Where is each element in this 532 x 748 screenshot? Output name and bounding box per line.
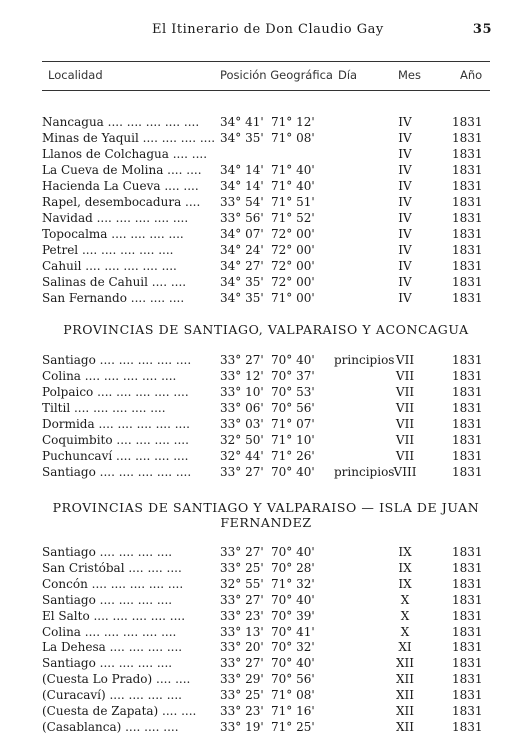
localidad-cell: Rapel, desembocadura ....: [42, 195, 201, 209]
latitude-cell: 32° 50': [220, 433, 264, 447]
table-row: [0, 464, 532, 480]
localidad-cell: (Cuesta de Zapata) .... ....: [42, 704, 197, 718]
mes-cell: VII: [395, 433, 415, 447]
ano-cell: 1831: [452, 624, 483, 639]
table-row: [0, 400, 532, 416]
table-header-rule: [42, 90, 490, 91]
localidad-cell: Minas de Yaquil .... .... .... ....: [42, 131, 216, 145]
column-header-dia: Día: [338, 68, 358, 82]
localidad-cell: San Fernando .... .... ....: [42, 291, 185, 305]
mes-cell: IV: [398, 259, 412, 273]
latitude-cell: 33° 27': [220, 592, 264, 607]
table-row: [0, 592, 532, 608]
table-row: [0, 258, 532, 274]
localidad-cell: (Casablanca) .... .... ....: [42, 719, 179, 734]
table-row: [0, 194, 532, 210]
running-head-title: El Itinerario de Don Claudio Gay: [152, 22, 384, 37]
ano-cell: 1831: [452, 131, 483, 145]
localidad-cell: Nancagua .... .... .... .... ....: [42, 115, 200, 129]
table-row: [0, 416, 532, 432]
table-row: [0, 368, 532, 384]
latitude-cell: 33° 03': [220, 417, 264, 431]
section-title-santiago-valparaiso-aconcagua: PROVINCIAS DE SANTIAGO, VALPARAISO Y ACONCAGUA: [63, 322, 469, 337]
mes-cell: XII: [395, 704, 415, 718]
mes-cell: IV: [398, 291, 412, 305]
table-row: [0, 671, 532, 687]
localidad-cell: Salinas de Cahuil .... ....: [42, 275, 187, 289]
ano-cell: 1831: [452, 115, 483, 129]
mes-cell: VII: [395, 401, 415, 415]
mes-cell: IV: [398, 243, 412, 257]
localidad-cell: Navidad .... .... .... .... ....: [42, 211, 189, 225]
mes-cell: VIII: [393, 465, 417, 479]
ano-cell: 1831: [452, 704, 483, 718]
ano-cell: 1831: [452, 163, 483, 177]
latitude-cell: 34° 35': [220, 131, 264, 145]
localidad-cell: Petrel .... .... .... .... ....: [42, 243, 174, 257]
ano-cell: 1831: [452, 259, 483, 273]
longitude-cell: 71° 00': [271, 291, 315, 305]
latitude-cell: 33° 13': [220, 624, 264, 639]
localidad-cell: Topocalma .... .... .... ....: [42, 227, 184, 241]
ano-cell: 1831: [452, 545, 483, 559]
latitude-cell: 34° 24': [220, 243, 264, 257]
table-row: [0, 384, 532, 400]
table-row: [0, 432, 532, 448]
latitude-cell: 32° 44': [220, 449, 264, 463]
localidad-cell: Colina .... .... .... .... ....: [42, 369, 177, 383]
longitude-cell: 70° 40': [271, 353, 315, 367]
mes-cell: IX: [398, 576, 412, 591]
latitude-cell: 34° 41': [220, 115, 264, 129]
section-title-santiago-valparaiso-juan-fernandez: PROVINCIAS DE SANTIAGO Y VALPARAISO — ISLA DE JUAN FERNANDEZ: [52, 500, 480, 530]
table-row: [0, 687, 532, 703]
mes-cell: XI: [398, 640, 412, 655]
ano-cell: 1831: [452, 640, 483, 655]
table-row: [0, 210, 532, 226]
longitude-cell: 71° 40': [271, 179, 315, 193]
table-row: [0, 639, 532, 655]
latitude-cell: 33° 25': [220, 560, 264, 575]
longitude-cell: 70° 40': [271, 545, 315, 559]
ano-cell: 1831: [452, 656, 483, 671]
longitude-cell: 71° 08': [271, 688, 315, 703]
localidad-cell: (Cuesta Lo Prado) .... ....: [42, 672, 191, 687]
ano-cell: 1831: [452, 719, 483, 734]
localidad-cell: Santiago .... .... .... ....: [42, 592, 173, 607]
latitude-cell: 34° 14': [220, 179, 264, 193]
latitude-cell: 33° 27': [220, 656, 264, 671]
longitude-cell: 71° 12': [271, 115, 315, 129]
mes-cell: IV: [398, 211, 412, 225]
localidad-cell: Concón .... .... .... .... ....: [42, 576, 184, 591]
ano-cell: 1831: [452, 465, 483, 479]
latitude-cell: 34° 27': [220, 259, 264, 273]
ano-cell: 1831: [452, 608, 483, 623]
latitude-cell: 33° 27': [220, 545, 264, 559]
table-row: [0, 274, 532, 290]
localidad-cell: Santiago .... .... .... ....: [42, 545, 173, 559]
mes-cell: IV: [398, 115, 412, 129]
mes-cell: VII: [395, 369, 415, 383]
table-row: [0, 655, 532, 671]
mes-cell: IV: [398, 227, 412, 241]
localidad-cell: Colina .... .... .... .... ....: [42, 624, 177, 639]
localidad-cell: Santiago .... .... .... .... ....: [42, 353, 192, 367]
longitude-cell: 71° 32': [271, 576, 315, 591]
longitude-cell: 71° 25': [271, 719, 315, 734]
latitude-cell: 33° 23': [220, 704, 264, 718]
longitude-cell: 70° 40': [271, 592, 315, 607]
longitude-cell: 70° 37': [271, 369, 315, 383]
mes-cell: IV: [398, 179, 412, 193]
localidad-cell: Llanos de Colchagua .... ....: [42, 147, 208, 161]
longitude-cell: 71° 52': [271, 211, 315, 225]
ano-cell: 1831: [452, 672, 483, 687]
longitude-cell: 72° 00': [271, 275, 315, 289]
column-header-ano: Año: [460, 68, 483, 82]
localidad-cell: El Salto .... .... .... .... ....: [42, 608, 186, 623]
ano-cell: 1831: [452, 449, 483, 463]
table-row: [0, 146, 532, 162]
latitude-cell: 33° 25': [220, 688, 264, 703]
localidad-cell: San Cristóbal .... .... ....: [42, 560, 182, 575]
latitude-cell: 33° 12': [220, 369, 264, 383]
latitude-cell: 32° 55': [220, 576, 264, 591]
latitude-cell: 34° 35': [220, 275, 264, 289]
localidad-cell: Hacienda La Cueva .... ....: [42, 179, 199, 193]
latitude-cell: 33° 56': [220, 211, 264, 225]
mes-cell: IX: [398, 545, 412, 559]
latitude-cell: 33° 20': [220, 640, 264, 655]
ano-cell: 1831: [452, 560, 483, 575]
column-header-localidad: Localidad: [48, 68, 103, 82]
localidad-cell: Santiago .... .... .... ....: [42, 656, 173, 671]
table-row: [0, 242, 532, 258]
table-row: [0, 178, 532, 194]
mes-cell: XII: [395, 656, 415, 671]
localidad-cell: Puchuncaví .... .... .... ....: [42, 449, 189, 463]
latitude-cell: 33° 19': [220, 719, 264, 734]
mes-cell: IV: [398, 195, 412, 209]
ano-cell: 1831: [452, 385, 483, 399]
ano-cell: 1831: [452, 353, 483, 367]
ano-cell: 1831: [452, 433, 483, 447]
localidad-cell: La Dehesa .... .... .... ....: [42, 640, 183, 655]
mes-cell: XII: [395, 672, 415, 687]
ano-cell: 1831: [452, 369, 483, 383]
longitude-cell: 72° 00': [271, 227, 315, 241]
ano-cell: 1831: [452, 576, 483, 591]
mes-cell: VII: [395, 417, 415, 431]
mes-cell: IV: [398, 275, 412, 289]
longitude-cell: 71° 16': [271, 704, 315, 718]
table-row: [0, 226, 532, 242]
latitude-cell: 33° 06': [220, 401, 264, 415]
longitude-cell: 70° 40': [271, 465, 315, 479]
mes-cell: IV: [398, 163, 412, 177]
localidad-cell: Dormida .... .... .... .... ....: [42, 417, 190, 431]
latitude-cell: 34° 14': [220, 163, 264, 177]
column-header-posicion: Posición Geográfica: [220, 68, 333, 82]
mes-cell: VII: [395, 449, 415, 463]
mes-cell: XII: [395, 688, 415, 703]
localidad-cell: Tiltil .... .... .... .... ....: [42, 401, 166, 415]
table-row: [0, 608, 532, 624]
ano-cell: 1831: [452, 688, 483, 703]
localidad-cell: Cahuil .... .... .... .... ....: [42, 259, 177, 273]
ano-cell: 1831: [452, 243, 483, 257]
localidad-cell: Polpaico .... .... .... .... ....: [42, 385, 189, 399]
localidad-cell: (Curacaví) .... .... .... ....: [42, 688, 182, 703]
longitude-cell: 71° 10': [271, 433, 315, 447]
table-row: [0, 290, 532, 306]
ano-cell: 1831: [452, 417, 483, 431]
longitude-cell: 70° 40': [271, 656, 315, 671]
mes-cell: VII: [395, 353, 415, 367]
ano-cell: 1831: [452, 401, 483, 415]
table-row: [0, 114, 532, 130]
ano-cell: 1831: [452, 291, 483, 305]
longitude-cell: 71° 40': [271, 163, 315, 177]
mes-cell: X: [400, 608, 410, 623]
table-row: [0, 719, 532, 735]
mes-cell: IX: [398, 560, 412, 575]
latitude-cell: 33° 29': [220, 672, 264, 687]
ano-cell: 1831: [452, 592, 483, 607]
latitude-cell: 33° 27': [220, 465, 264, 479]
ano-cell: 1831: [452, 195, 483, 209]
table-row: [0, 448, 532, 464]
table-row: [0, 544, 532, 560]
longitude-cell: 70° 56': [271, 672, 315, 687]
longitude-cell: 72° 00': [271, 259, 315, 273]
longitude-cell: 71° 51': [271, 195, 315, 209]
mes-cell: IV: [398, 131, 412, 145]
table-row: [0, 703, 532, 719]
ano-cell: 1831: [452, 179, 483, 193]
localidad-cell: La Cueva de Molina .... ....: [42, 163, 202, 177]
ano-cell: 1831: [452, 275, 483, 289]
table-row: [0, 352, 532, 368]
latitude-cell: 34° 07': [220, 227, 264, 241]
mes-cell: IV: [398, 147, 412, 161]
mes-cell: X: [400, 624, 410, 639]
mes-cell: XII: [395, 719, 415, 734]
table-row: [0, 130, 532, 146]
dia-cell: principios: [334, 465, 395, 479]
dia-cell: principios: [334, 353, 395, 367]
latitude-cell: 34° 35': [220, 291, 264, 305]
longitude-cell: 70° 28': [271, 560, 315, 575]
latitude-cell: 33° 23': [220, 608, 264, 623]
ano-cell: 1831: [452, 227, 483, 241]
table-row: [0, 576, 532, 592]
mes-cell: VII: [395, 385, 415, 399]
longitude-cell: 72° 00': [271, 243, 315, 257]
ano-cell: 1831: [452, 147, 483, 161]
localidad-cell: Santiago .... .... .... .... ....: [42, 465, 192, 479]
table-row: [0, 624, 532, 640]
table-row: [0, 162, 532, 178]
latitude-cell: 33° 27': [220, 353, 264, 367]
longitude-cell: 70° 32': [271, 640, 315, 655]
longitude-cell: 71° 08': [271, 131, 315, 145]
ano-cell: 1831: [452, 211, 483, 225]
longitude-cell: 71° 26': [271, 449, 315, 463]
table-top-rule: [42, 61, 490, 62]
longitude-cell: 71° 07': [271, 417, 315, 431]
column-header-mes: Mes: [398, 68, 421, 82]
latitude-cell: 33° 54': [220, 195, 264, 209]
latitude-cell: 33° 10': [220, 385, 264, 399]
mes-cell: X: [400, 592, 410, 607]
longitude-cell: 70° 39': [271, 608, 315, 623]
page-number: 35: [472, 22, 492, 37]
longitude-cell: 70° 41': [271, 624, 315, 639]
table-row: [0, 560, 532, 576]
localidad-cell: Coquimbito .... .... .... ....: [42, 433, 189, 447]
longitude-cell: 70° 56': [271, 401, 315, 415]
longitude-cell: 70° 53': [271, 385, 315, 399]
